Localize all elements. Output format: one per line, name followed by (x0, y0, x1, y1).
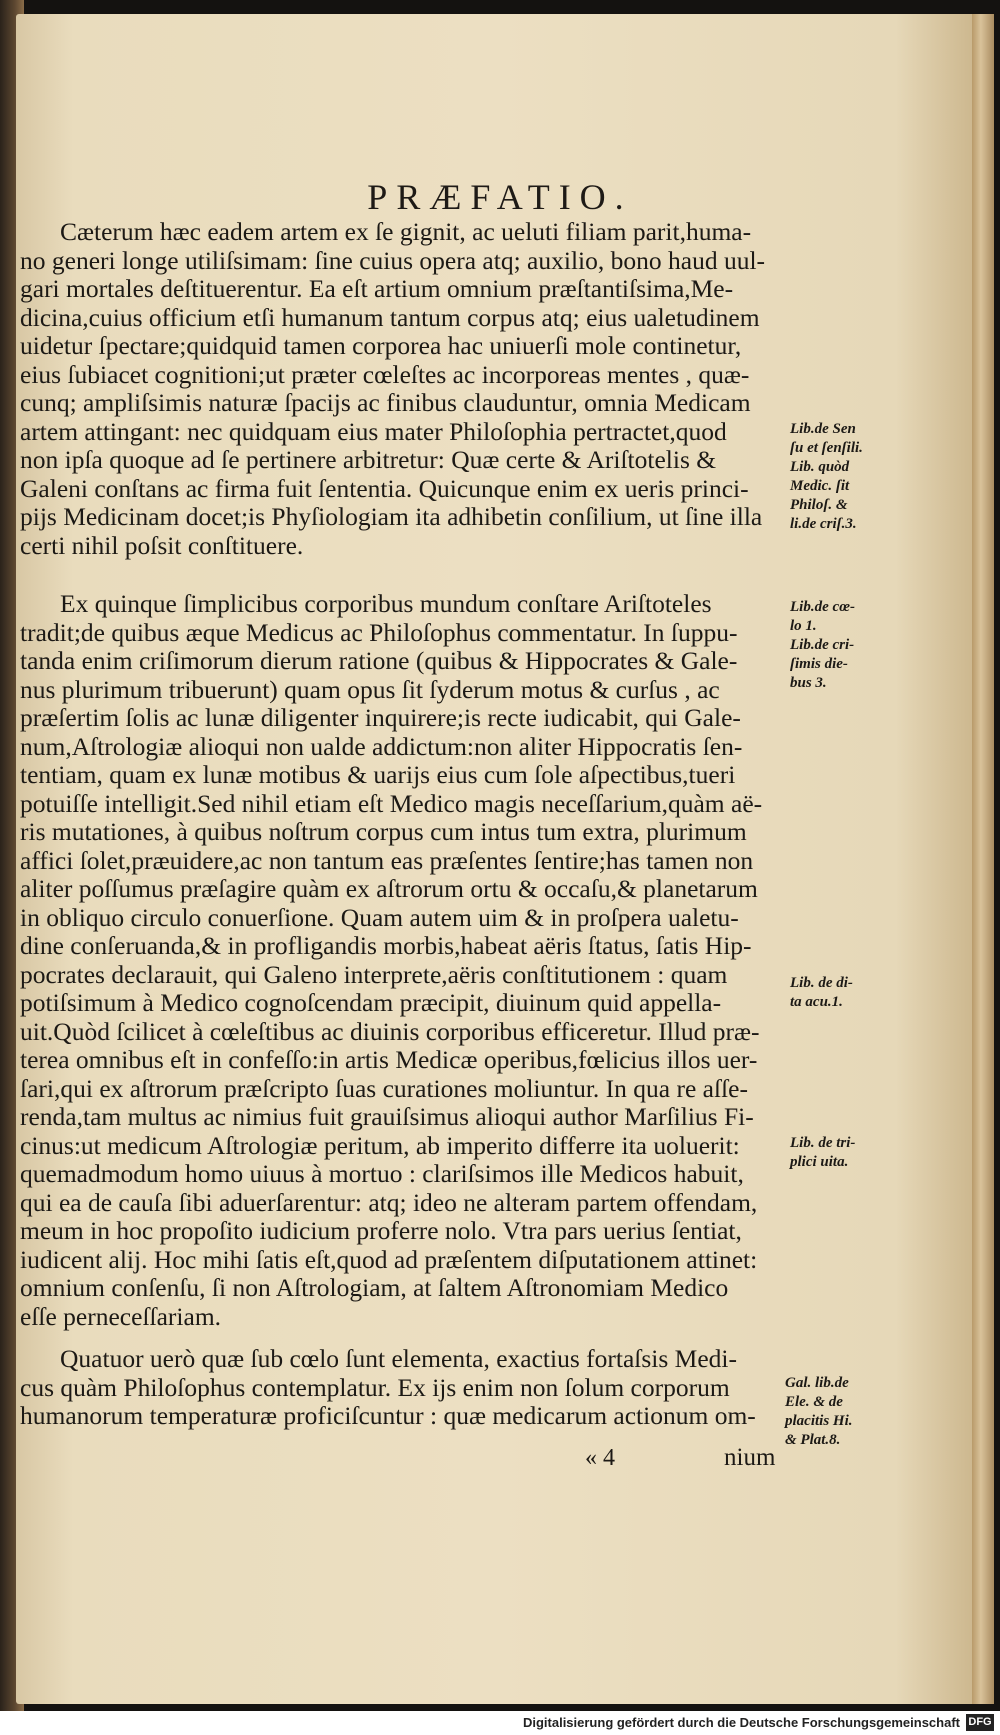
text-line: renda,tam multus ac nimius fuit grauiſsimus alioqui author Marſilius Fi- (20, 1102, 754, 1131)
margin-note-line: plici uita. (790, 1154, 849, 1170)
margin-note-line: Lib. quòd (790, 459, 850, 475)
text-line: cus quàm Philoſophus contemplatur. Ex ijs enim non ſolum corporum (20, 1372, 730, 1402)
text-line: affici ſolet,præuidere,ac non tantum eas præſentes ſentire;has tamen non (20, 845, 754, 875)
text-line: terea omnibus eſt in confeſſo:in artis Medicæ operibus,fœlicius illos uer- (20, 1045, 758, 1074)
text-line: præſertim ſolis ac lunæ diligenter inquirere;is recte iudicabit, qui Gale- (20, 703, 741, 732)
margin-note-line: Lib.de cri- (790, 637, 855, 653)
margin-note-5 (785, 1374, 853, 1450)
margin-note-line: ſimis die- (790, 656, 848, 672)
margin-note-4 (790, 1134, 855, 1172)
margin-note-line: placitis Hi. (785, 1413, 853, 1429)
text-line: gari mortales deſtituerentur. Ea eſt artium omnium præſtantiſsima,Me- (20, 274, 734, 303)
text-line: tentiam, quam ex lunæ motibus & uarijs eius cum ſole aſpectibus,tueri (20, 760, 736, 789)
margin-note-line: Medic. ſit (790, 478, 850, 494)
text-line: non ipſa quoque ad ſe pertinere arbitretur: Quæ certe & Ariſtotelis & (20, 445, 717, 474)
margin-note-2 (790, 598, 855, 693)
text-line: Cæterum hæc eadem artem ex ſe gignit, ac ueluti filiam parit,huma- (60, 217, 752, 246)
text-line: pijs Medicinam docet;is Phyſiologiam ita adhibetin conſilium, ut ſine illa (20, 502, 763, 531)
page-header: PRÆFATIO. (367, 177, 633, 217)
margin-note-line: ta acu.1. (790, 994, 843, 1010)
text-line: eius ſubiacet cognitioni;ut præter cœleſtes ac incorporeas mentes , quæ- (20, 359, 750, 389)
text-line: meum in hoc propoſito iudicium proferre nolo. Vtra pars uerius ſentiat, (20, 1216, 742, 1245)
margin-note-line: ſu et ſenſili. (790, 440, 863, 456)
margin-note-line: & Plat.8. (785, 1432, 841, 1448)
margin-note-3 (790, 974, 853, 1012)
text-line: no generi longe utiliſsimam: ſine cuius opera atq; auxilio, bono haud uul- (20, 245, 766, 275)
text-line: pocrates declarauit, qui Galeno interprete,aëris conſtitutionem : quam (20, 959, 728, 989)
margin-note-line: bus 3. (790, 675, 827, 691)
page-fore-edge (972, 14, 994, 1704)
margin-note-1 (790, 420, 863, 534)
text-line: nus plurimum tribuerunt) quam opus ſit ſyderum motus & curſus , ac (20, 674, 720, 704)
paragraph-1 (20, 218, 765, 560)
margin-note-line: Ele. & de (785, 1394, 843, 1410)
text-line: Galeni conſtans ac firma fuit ſententia. Quicunque enim ex ueris princi- (20, 473, 749, 503)
margin-note-line: lo 1. (790, 618, 817, 634)
text-line: quemadmodum homo uiuus à mortuo : clariſsimos ille Medicos habuit, (20, 1159, 744, 1188)
text-line: certi nihil poſsit conſtituere. (20, 530, 304, 560)
text-line: qui ea de cauſa ſibi aduerſarentur: atq; ideo ne alteram partem offendam, (20, 1187, 758, 1217)
text-line: cunq; ampliſsimis naturæ ſpacijs ac finibus clauduntur, omnia Medicam (20, 388, 751, 417)
signature-mark: « 4 (585, 1445, 615, 1471)
text-line: cinus:ut medicum Aſtrologiæ peritum, ab imperito differre ita uoluerit: (20, 1130, 740, 1160)
text-line: omnium conſenſu, ſi non Aſtrologiam, at ſaltem Aſtronomiam Medico (20, 1273, 729, 1302)
text-line: aliter poſſumus præſagire quàm ex aſtrorum ortu & occaſu,& planetarum (20, 874, 758, 903)
text-line: ſari,qui ex aſtrorum præſcripto ſuas curationes moliuntur. In qua re aſſe- (20, 1073, 748, 1103)
text-line: in obliquo circulo conuerſione. Quam autem uim & in proſpera ualetu- (20, 902, 739, 932)
margin-note-line: Lib. de tri- (790, 1135, 856, 1151)
text-line: Quatuor uerò quæ ſub cœlo ſunt elementa, exactius fortaſsis Medi- (60, 1344, 737, 1373)
text-line: ris mutationes, à quibus noſtrum corpus cum intus tum extra, plurimum (20, 817, 747, 846)
footer-bar (0, 1711, 1000, 1735)
margin-note-line: Lib.de Sen (790, 421, 856, 437)
text-line: potiſsimum à Medico cognoſcendam præcipit, diuinum quid appella- (20, 988, 722, 1017)
margin-note-line: Lib.de cœ- (790, 599, 855, 615)
text-line: uidetur ſpectare;quidquid tamen corporea hac uniuerſi mole continetur, (20, 331, 742, 360)
text-line: iudicent alij. Hoc mihi ſatis eſt,quod ad præſentem diſputationem attinet: (20, 1244, 758, 1274)
dfg-logo: DFG (966, 1714, 994, 1731)
margin-note-line: li.de criſ.3. (790, 516, 857, 532)
text-line: dine conſeruanda,& in profligandis morbis,habeat aëris ſtatus, ſatis Hip- (20, 931, 752, 960)
text-line: tradit;de quibus æque Medicus ac Philoſophus commentatur. In ſuppu- (20, 617, 738, 647)
text-line: tanda enim criſimorum dierum ratione (quibus & Hippocrates & Gale- (20, 646, 738, 675)
paragraph-3 (20, 1345, 756, 1431)
text-line: num,Aſtrologiæ alioqui non ualde addictum:non aliter Hippocratis ſen- (20, 731, 743, 761)
margin-note-line: Lib. de di- (790, 975, 853, 991)
paragraph-2 (20, 590, 762, 1331)
text-line: humanorum temperaturæ proficiſcuntur : quæ medicarum actionum om- (20, 1401, 756, 1430)
text-line: dicina,cuius officium etſi humanum tantum corpus atq; eius ualetudinem (20, 302, 760, 332)
margin-note-line: Gal. lib.de (785, 1375, 849, 1391)
text-line: artem attingant: nec quidquam eius mater Philoſophia pertractet,quod (20, 416, 727, 446)
text-line: Ex quinque ſimplicibus corporibus mundum conſtare Ariſtoteles (60, 589, 712, 618)
funding-credit: Digitalisierung gefördert durch die Deutsche Forschungsgemeinschaft (522, 1715, 960, 1730)
text-line: potuiſſe intelligit.Sed nihil etiam eſt Medico magis neceſſarium,quàm aë- (20, 788, 763, 818)
margin-note-line: Philoſ. & (790, 497, 848, 513)
catchword: nium (724, 1444, 776, 1471)
text-line: uit.Quòd ſcilicet à cœleſtibus ac diuinis corporibus efficeretur. Illud præ- (20, 1016, 760, 1046)
text-line: eſſe perneceſſariam. (20, 1301, 222, 1331)
